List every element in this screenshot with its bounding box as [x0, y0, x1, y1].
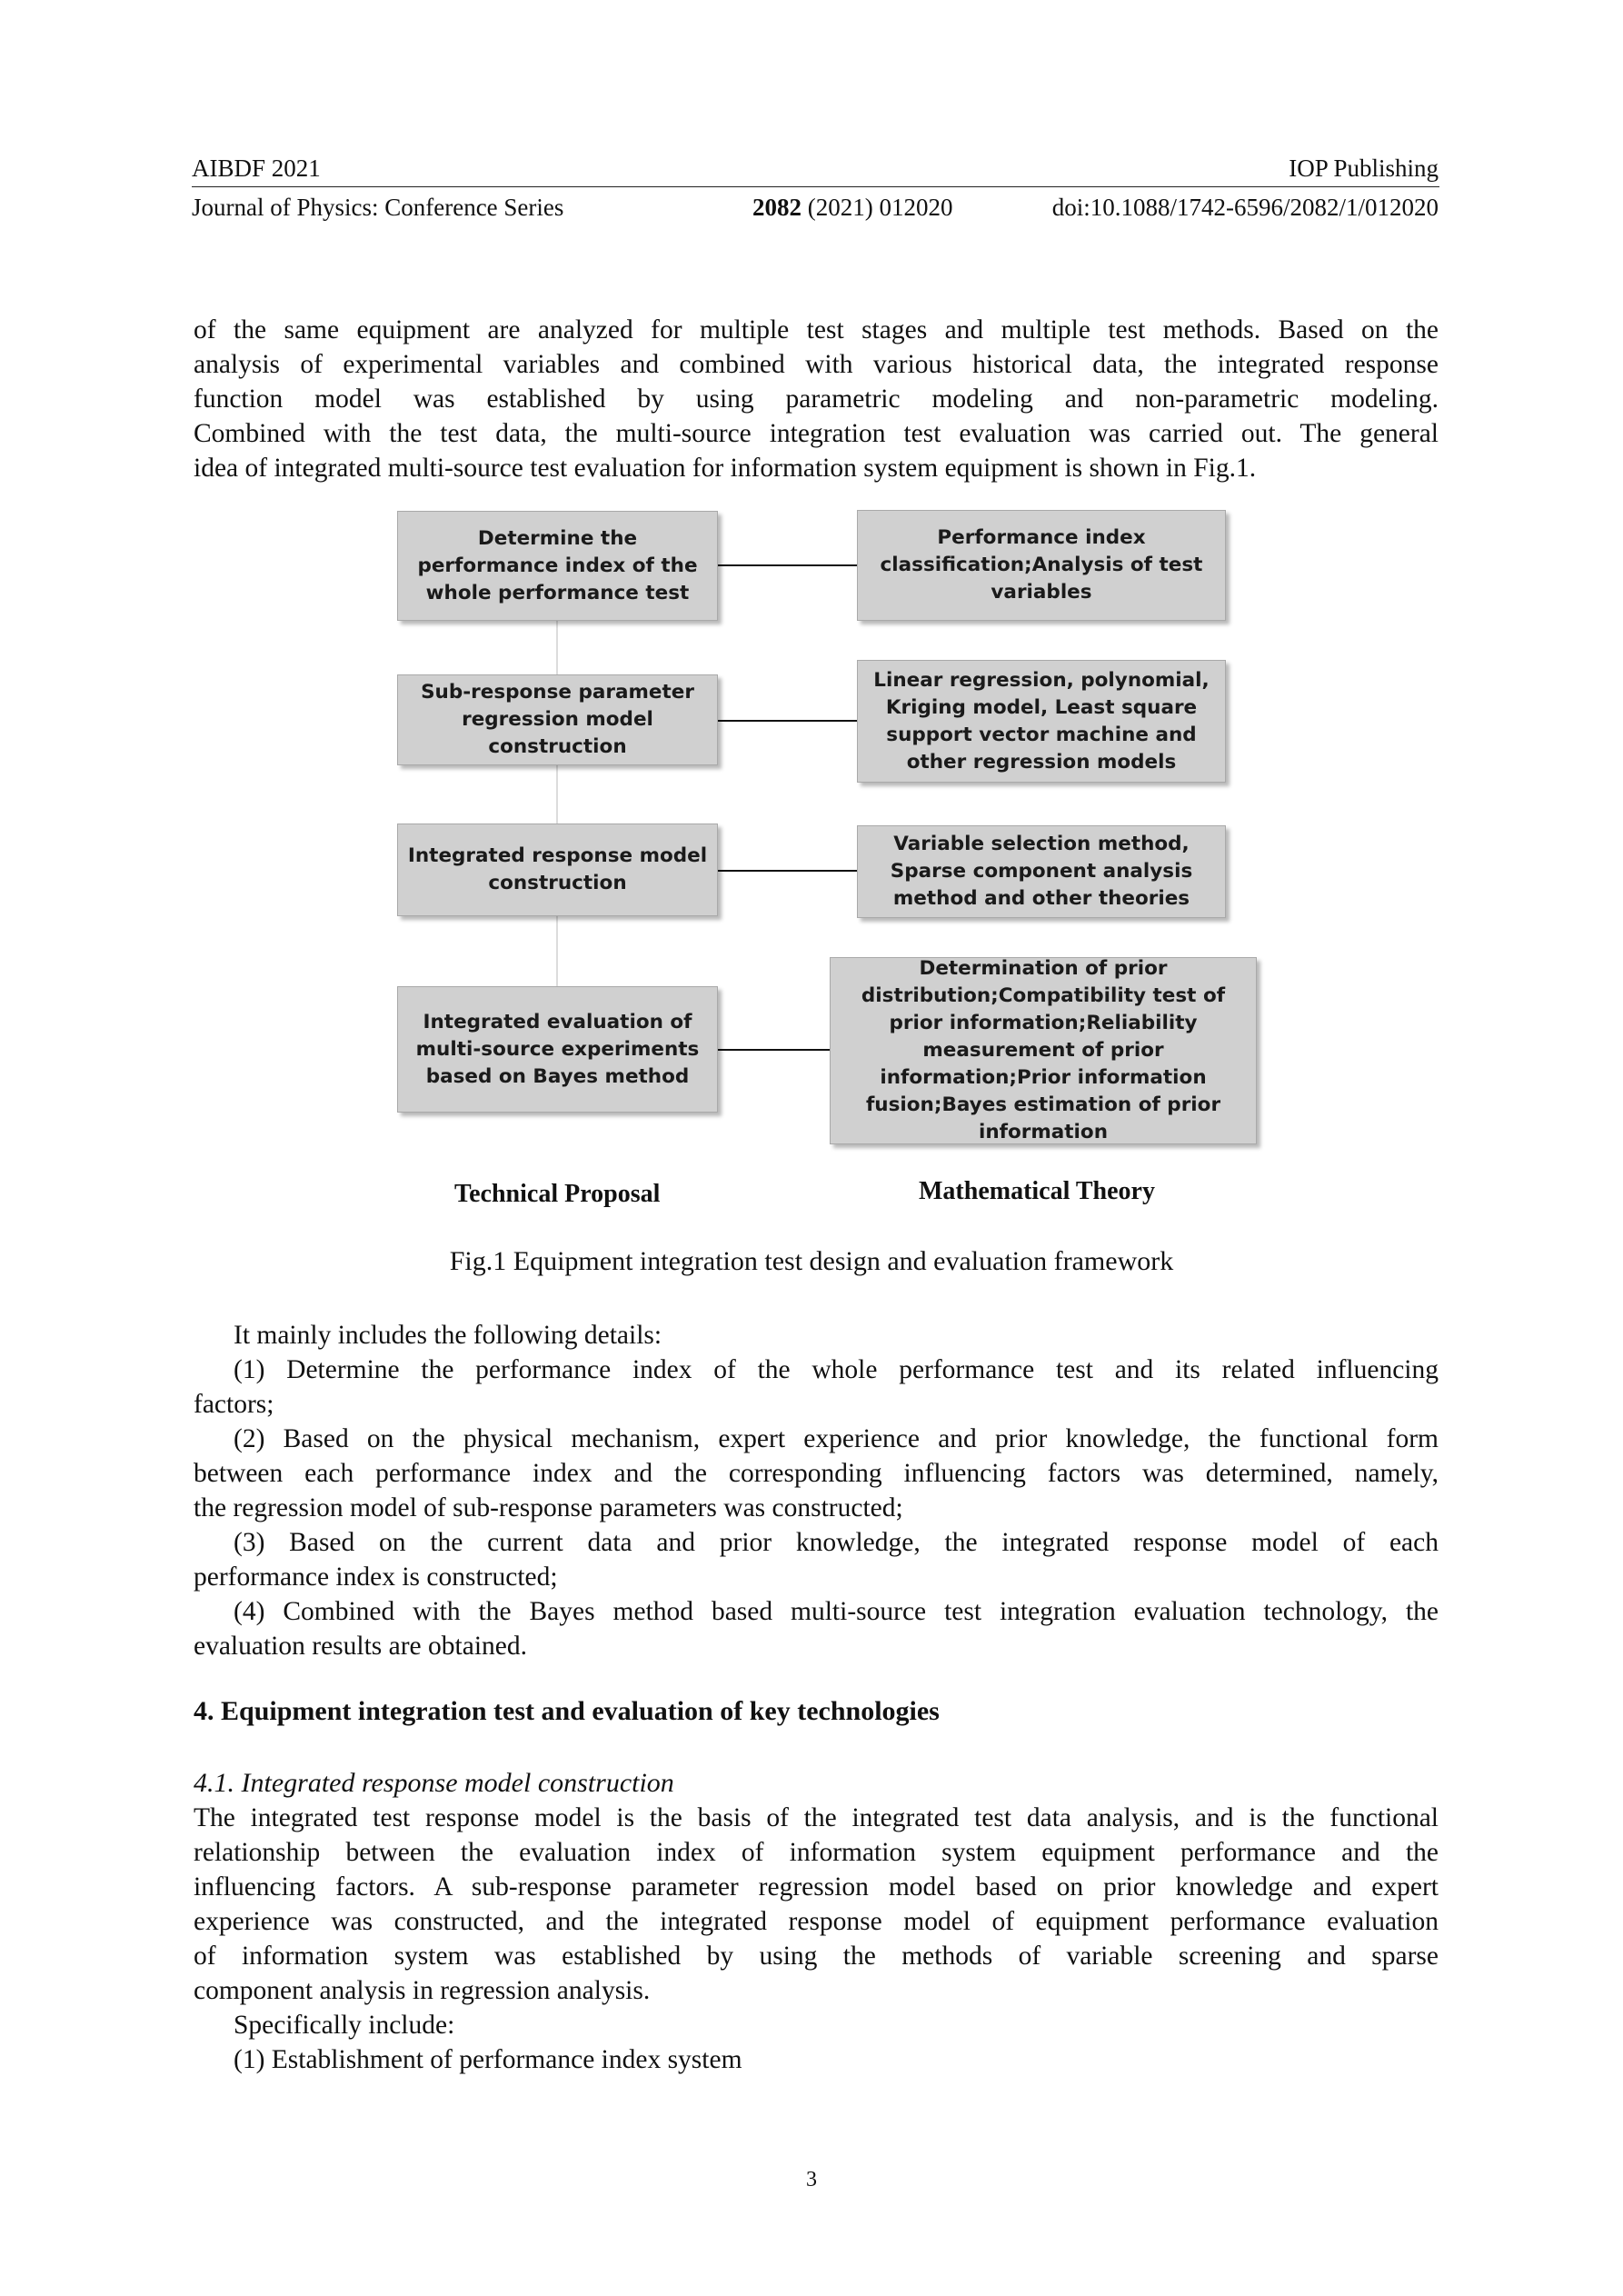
text-line: (1) Determine the performance index of the whole performance test and its related influencing: [234, 1355, 1439, 1384]
text-line: experience was constructed, and the integrated response model of equipment performance evaluation: [194, 1907, 1439, 1936]
text-line: of the same equipment are analyzed for multiple test stages and multiple test methods. Based on the: [194, 315, 1439, 344]
text-line: component analysis in regression analysis.: [194, 1976, 651, 2005]
text-line: The integrated test response model is the basis of the integrated test data analysis, and is the functional: [194, 1803, 1439, 1832]
text-line: Specifically include:: [234, 2011, 455, 2040]
text-line: (2) Based on the physical mechanism, expert experience and prior knowledge, the functional form: [234, 1424, 1439, 1453]
text-line: analysis of experimental variables and combined with various historical data, the integrated response: [194, 350, 1439, 379]
text-line: It mainly includes the following details:: [234, 1321, 662, 1350]
volume-number: 2082: [752, 194, 802, 221]
text-line: the regression model of sub-response parameters was constructed;: [194, 1493, 903, 1522]
journal-name: Journal of Physics: Conference Series: [192, 194, 564, 221]
text-line: performance index is constructed;: [194, 1562, 558, 1592]
text-line: between each performance index and the corresponding influencing factors was determined, namely,: [194, 1459, 1439, 1488]
text-line: influencing factors. A sub-response parameter regression model based on prior knowledge and expert: [194, 1872, 1439, 1902]
right-box-1: Performance index classification;Analysis of test variables: [857, 510, 1226, 621]
left-box-3: Integrated response model construction: [397, 824, 718, 916]
doi: doi:10.1088/1742-6596/2082/1/012020: [1051, 194, 1439, 221]
text-line: (3) Based on the current data and prior knowledge, the integrated response model of each: [234, 1528, 1439, 1557]
conference-name: AIBDF 2021: [192, 155, 321, 182]
year-article: (2021) 012020: [802, 194, 953, 221]
figure-caption: Fig.1 Equipment integration test design and evaluation framework: [449, 1246, 1174, 1276]
left-box-2: Sub-response parameter regression model construction: [397, 674, 718, 765]
text-line: function model was established by using parametric modeling and non-parametric modeling.: [194, 384, 1439, 414]
right-box-2: Linear regression, polynomial, Kriging model, Least square support vector machine and other regression models: [857, 660, 1226, 783]
section-paragraph: [194, 1801, 1439, 2077]
text-line: relationship between the evaluation index of information system equipment performance and the: [194, 1838, 1439, 1867]
text-line: idea of integrated multi-source test evaluation for information system equipment is shown in Fig.1.: [194, 454, 1257, 483]
publisher-name: IOP Publishing: [1289, 155, 1439, 182]
subsection-heading: 4.1. Integrated response model construction: [194, 1768, 674, 1798]
mathematical-theory-label: Mathematical Theory: [919, 1177, 1155, 1205]
text-line: factors;: [194, 1390, 274, 1419]
text-line: (4) Combined with the Bayes method based multi-source test integration evaluation technology, the: [234, 1597, 1439, 1626]
left-box-1: Determine the performance index of the whole performance test: [397, 511, 718, 621]
details-paragraph: [194, 1318, 1439, 1663]
left-box-4: Integrated evaluation of multi-source experiments based on Bayes method: [397, 986, 718, 1113]
text-line: Combined with the test data, the multi-source integration test evaluation was carried out. The general: [194, 419, 1439, 448]
text-line: evaluation results are obtained.: [194, 1632, 527, 1661]
right-box-3: Variable selection method, Sparse component analysis method and other theories: [857, 825, 1226, 918]
section-heading: 4. Equipment integration test and evaluation of key technologies: [194, 1696, 940, 1726]
right-box-4: Determination of prior distribution;Compatibility test of prior information;Reliability measurement of prior information;Prior information fusion;Bayes estimation of prior information: [830, 957, 1257, 1144]
technical-proposal-label: Technical Proposal: [454, 1180, 661, 1208]
text-line: of information system was established by using the methods of variable screening and sparse: [194, 1942, 1439, 1971]
page-number: 3: [806, 2168, 817, 2191]
text-line: (1) Establishment of performance index system: [234, 2045, 742, 2074]
